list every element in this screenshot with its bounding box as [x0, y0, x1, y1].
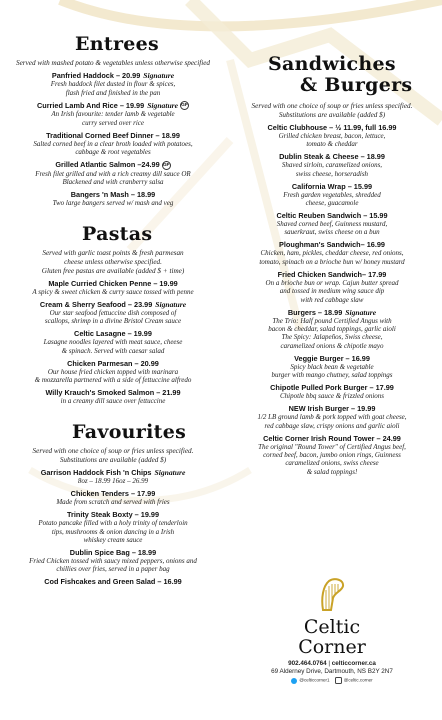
- item-description: red cabbage slaw, crispy onions and garlic aioli: [264, 421, 400, 430]
- item-description: corned beef, bacon, jumbo onion rings, Guinness: [263, 451, 401, 460]
- harp-icon: [317, 578, 347, 612]
- item-name: Fried Chicken Sandwich– 17.99: [277, 269, 387, 279]
- pastas-subtitle: Gluten free pastas are available (added $ + time): [41, 266, 185, 275]
- twitter-icon: [291, 678, 297, 684]
- item-description: cabbage & root vegetables: [75, 147, 151, 156]
- menu-item: [228, 152, 436, 178]
- item-name: Maple Curried Chicken Penne – 19.99: [48, 278, 178, 288]
- item-name: Traditional Corned Beef Dinner – 18.99: [46, 130, 180, 140]
- item-description: & spinach. Served with caesar salad: [61, 346, 165, 355]
- phone-number: 902.464.0764: [288, 660, 327, 667]
- item-description: A spicy & sweet chicken & curry sauce tossed with penne: [32, 287, 194, 296]
- item-name: Ploughman's Sandwich– 16.99: [279, 240, 385, 250]
- social-handles: [228, 677, 436, 684]
- item-name: Garrison Haddock Fish 'n Chips: [40, 468, 152, 478]
- item-description: Potato pancake filled with a holy trinity of tenderloin: [38, 519, 188, 528]
- signature-badge: Signature: [147, 100, 178, 110]
- item-description: An Irish favourite: tender lamb & vegetable: [51, 110, 175, 119]
- left-column: [6, 0, 220, 586]
- contact-line: [228, 660, 436, 668]
- item-description: Salted corned beef in a clear broth loaded with potatoes,: [33, 139, 193, 148]
- menu-item: [228, 123, 436, 149]
- item-description: & salad toppings!: [306, 467, 358, 476]
- menu-item: [6, 131, 220, 157]
- item-name: Celtic Corner Irish Round Tower – 24.99: [263, 433, 401, 443]
- menu-item: [228, 383, 436, 400]
- item-name: Bangers 'n Mash – 18.99: [70, 189, 156, 199]
- item-description: and tossed in medium wing sauce dip: [279, 287, 385, 296]
- item-description: Chipotle bbq sauce & frizzled onions: [279, 392, 385, 401]
- menu-item: [6, 359, 220, 385]
- item-description: bacon & cheddar, salad toppings, garlic aioli: [268, 325, 396, 334]
- item-name: Burgers – 18.99: [287, 307, 343, 317]
- item-description: Shaved sirloin, caramelized onions,: [281, 161, 383, 170]
- favourites-subtitle: Substitutions are available (added $): [59, 455, 167, 464]
- menu-item: [228, 211, 436, 237]
- logo-wordmark-line-2: Corner: [298, 636, 366, 658]
- restaurant-logo-block: [228, 578, 436, 684]
- item-description: Grilled chicken breast, bacon, lettuce,: [278, 131, 386, 140]
- item-description: sauerkraut, swiss cheese on a bun: [284, 228, 380, 237]
- item-name: Panfried Haddock – 20.99: [51, 71, 141, 81]
- favourites-heading: Favourites: [72, 421, 187, 444]
- menu-item: [6, 101, 220, 127]
- item-description: & mozzarella partnered with a side of fettuccine alfredo: [34, 375, 192, 384]
- signature-badge: Signature: [345, 307, 377, 317]
- menu-item: [6, 190, 220, 207]
- item-description: Lasagne noodles layered with meat sauce, cheese: [43, 338, 183, 347]
- logo-wordmark-line-1: Celtic: [303, 616, 361, 638]
- item-description: swiss cheese, horseradish: [295, 169, 369, 178]
- item-name: Grilled Atlantic Salmon –24.99: [55, 159, 160, 169]
- item-description: chillies over fries, served in a paper bag: [56, 565, 170, 574]
- menu-item: [228, 354, 436, 380]
- item-description: tips, mushrooms & onion dancing in a Irish: [51, 527, 175, 536]
- item-name: Celtic Lasagne – 19.99: [74, 329, 152, 339]
- item-description: Fresh haddock filet dusted in flour & spices,: [50, 80, 176, 89]
- sandwiches-burgers-section: [228, 54, 436, 476]
- address: 69 Alderney Drive, Dartmouth, NS B2Y 2N7: [271, 668, 393, 675]
- instagram-handle[interactable]: @celtic.corner: [343, 677, 373, 683]
- menu-item: [6, 329, 220, 355]
- item-description: curry served over rice: [81, 118, 144, 127]
- item-description: flash fried and finished in the pan: [65, 88, 161, 97]
- menu-item: [6, 71, 220, 97]
- item-description: tomato, spinach on a brioche bun w/ honey mustard: [259, 257, 405, 266]
- item-name: Willy Krauch's Smoked Salmon – 21.99: [45, 387, 181, 397]
- item-description: in a creamy dill sauce over fettuccine: [60, 396, 166, 405]
- item-description: caramelized onions, swiss cheese: [285, 459, 379, 468]
- item-description: burger with mango chutney, salad toppings: [271, 371, 393, 380]
- item-name: California Wrap – 15.99: [291, 181, 373, 191]
- menu-item: [6, 279, 220, 296]
- item-price-options: 8oz – 18.99 16oz – 26.99: [77, 477, 149, 486]
- sandwiches-heading: Sandwiches: [268, 53, 396, 75]
- signature-badge: Signature: [155, 299, 187, 309]
- item-name: Cod Fishcakes and Green Salad – 16.99: [44, 577, 182, 587]
- menu-item: [6, 388, 220, 405]
- item-description: Spicy black bean & vegetable: [290, 362, 374, 371]
- item-description: 1/2 LB ground lamb & pork topped with goat cheese,: [257, 413, 407, 422]
- menu-item: [228, 240, 436, 266]
- item-name: Cream & Sherry Seafood – 23.99: [39, 299, 153, 309]
- item-name: Chicken Parmesan – 20.99: [67, 358, 159, 368]
- sandwiches-subtitle: Served with one choice of soup or fries unless specified.: [251, 102, 413, 110]
- item-name: Chipotle Pulled Pork Burger – 17.99: [270, 383, 394, 393]
- favourites-subtitle: Served with one choice of soup or fries unless specified.: [32, 447, 194, 456]
- favourites-section: [6, 422, 220, 586]
- item-description: Shaved corned beef, Guinness mustard,: [276, 220, 388, 228]
- menu-item: [6, 548, 220, 574]
- item-name: Dublin Spice Bag – 18.99: [69, 547, 157, 557]
- pastas-section: [6, 224, 220, 405]
- menu-item: [6, 300, 220, 326]
- item-description: The original "Round Tower" of Certified Angus beef,: [258, 442, 406, 451]
- menu-item: [228, 182, 436, 208]
- item-description: cheese, guacamole: [305, 199, 359, 207]
- item-description: Blackened and with cranberry salsa: [62, 177, 164, 186]
- item-description: Fresh garden vegetables, shredded: [283, 190, 381, 199]
- contact-separator: |: [328, 660, 331, 667]
- item-description: caramelized onions & chipotle mayo: [280, 341, 384, 350]
- pastas-heading: Pastas: [82, 223, 153, 246]
- right-column: [228, 0, 436, 476]
- instagram-icon: [335, 677, 342, 684]
- menu-item: [6, 577, 220, 586]
- item-description: with red cabbage slaw: [300, 295, 364, 304]
- item-description: The Spicy: Jalapeños, Swiss cheese,: [281, 333, 383, 342]
- signature-badge: Signature: [154, 468, 186, 478]
- item-description: Fresh filet grilled and with a rich creamy dill sauce OR: [35, 169, 191, 178]
- entrees-section: [6, 34, 220, 207]
- item-description: Made from scratch and served with fries: [56, 498, 170, 507]
- pastas-subtitle: cheese unless otherwise specified.: [64, 257, 162, 266]
- item-name: NEW Irish Burger – 19.99: [288, 404, 376, 414]
- menu-item: [6, 160, 220, 186]
- item-name: Celtic Clubhouse – ½ 11.99, full 16.99: [267, 122, 397, 132]
- item-name: Curried Lamb And Rice – 19.99: [36, 100, 145, 110]
- burgers-heading: & Burgers: [300, 74, 413, 96]
- menu-item: [228, 308, 436, 351]
- item-name: Chicken Tenders – 17.99: [70, 489, 156, 499]
- item-description: Our house fried chicken topped with marinara: [47, 367, 179, 376]
- item-description: Two large bangers served w/ mash and veg: [52, 198, 174, 207]
- item-description: Our star seafood fettuccine dish composed of: [49, 308, 177, 317]
- menu-item: [228, 434, 436, 477]
- item-description: Chicken, ham, pickles, cheddar cheese, red onions,: [260, 249, 404, 258]
- item-description: tomato & cheddar: [306, 140, 358, 149]
- entrees-subtitle: Served with mashed potato & vegetables unless otherwise specified: [15, 59, 211, 67]
- menu-item: [6, 489, 220, 506]
- item-description: Fried Chicken tossed with saucy mixed peppers, onions and: [29, 556, 197, 565]
- item-name: Dublin Steak & Cheese – 18.99: [279, 152, 385, 162]
- gluten-free-icon: GF: [181, 103, 188, 109]
- gluten-free-icon: GF: [162, 162, 170, 168]
- item-description: scallops, shrimp in a divine Bristol Cream sauce: [44, 317, 182, 326]
- menu-item: [228, 270, 436, 304]
- twitter-handle[interactable]: @celticcorner1: [299, 677, 330, 683]
- sandwiches-subtitle: Substitutions are available (added $): [278, 110, 386, 119]
- menu-item: [6, 468, 220, 485]
- item-name: Veggie Burger – 16.99: [294, 353, 370, 363]
- website-link[interactable]: celticcorner.ca: [331, 660, 376, 667]
- menu-item: [228, 404, 436, 430]
- entrees-heading: Entrees: [75, 33, 160, 55]
- item-description: On a brioche bun or wrap. Cajun butter spread: [265, 278, 399, 287]
- item-name: Celtic Reuben Sandwich – 15.99: [276, 211, 388, 220]
- item-description: whiskey cream sauce: [83, 535, 143, 544]
- pastas-subtitle: Served with garlic toast points & fresh parmesan: [42, 249, 184, 258]
- item-name: Trinity Steak Boxty – 19.99: [66, 510, 160, 520]
- item-description: The Trio: Half pound Certified Angus with: [272, 316, 392, 325]
- signature-badge: Signature: [143, 71, 175, 81]
- menu-item: [6, 510, 220, 544]
